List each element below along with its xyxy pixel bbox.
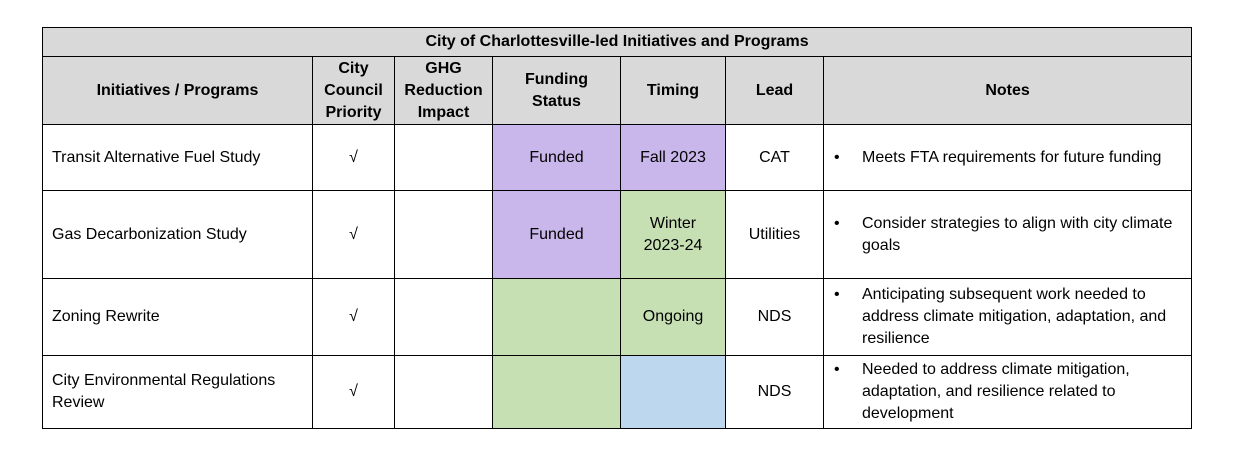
funding-status-cell	[493, 356, 621, 429]
initiative-name: City Environmental Regulations Review	[43, 356, 313, 429]
header-initiatives: Initiatives / Programs	[43, 57, 313, 125]
lead-cell: CAT	[726, 125, 824, 191]
header-funding-status: Funding Status	[493, 57, 621, 125]
lead-cell: Utilities	[726, 191, 824, 279]
notes-cell	[824, 356, 1192, 429]
table-row	[43, 125, 1192, 191]
timing-cell: Ongoing	[621, 279, 726, 356]
funding-status-cell	[493, 279, 621, 356]
table-row	[43, 191, 1192, 279]
table-title: City of Charlottesville-led Initiatives and Programs	[43, 28, 1192, 57]
initiative-name: Transit Alternative Fuel Study	[43, 125, 313, 191]
note-item: • Consider strategies to align with city climate goals	[832, 213, 1177, 257]
header-ghg-impact: GHG Reduction Impact	[395, 57, 493, 125]
priority-check: √	[313, 279, 395, 356]
funding-status-cell: Funded	[493, 191, 621, 279]
note-item: • Anticipating subsequent work needed to address climate mitigation, adaptation, and resilience	[832, 284, 1177, 350]
initiative-name: Gas Decarbonization Study	[43, 191, 313, 279]
lead-cell: NDS	[726, 279, 824, 356]
ghg-impact-cell	[395, 191, 493, 279]
priority-check: √	[313, 191, 395, 279]
ghg-impact-cell	[395, 356, 493, 429]
initiative-name: Zoning Rewrite	[43, 279, 313, 356]
header-council-priority: City Council Priority	[313, 57, 395, 125]
initiatives-table	[42, 27, 1192, 429]
ghg-impact-cell	[395, 279, 493, 356]
notes-cell	[824, 125, 1192, 191]
priority-check: √	[313, 125, 395, 191]
timing-cell: Winter 2023-24	[621, 191, 726, 279]
notes-cell	[824, 191, 1192, 279]
table-row	[43, 356, 1192, 429]
header-lead: Lead	[726, 57, 824, 125]
note-item: • Meets FTA requirements for future funding	[832, 147, 1177, 169]
notes-cell	[824, 279, 1192, 356]
lead-cell: NDS	[726, 356, 824, 429]
header-timing: Timing	[621, 57, 726, 125]
timing-cell: Fall 2023	[621, 125, 726, 191]
table-row	[43, 279, 1192, 356]
ghg-impact-cell	[395, 125, 493, 191]
priority-check: √	[313, 356, 395, 429]
note-item: • Needed to address climate mitigation, adaptation, and resilience related to development	[832, 359, 1177, 425]
header-notes: Notes	[824, 57, 1192, 125]
funding-status-cell: Funded	[493, 125, 621, 191]
timing-cell	[621, 356, 726, 429]
